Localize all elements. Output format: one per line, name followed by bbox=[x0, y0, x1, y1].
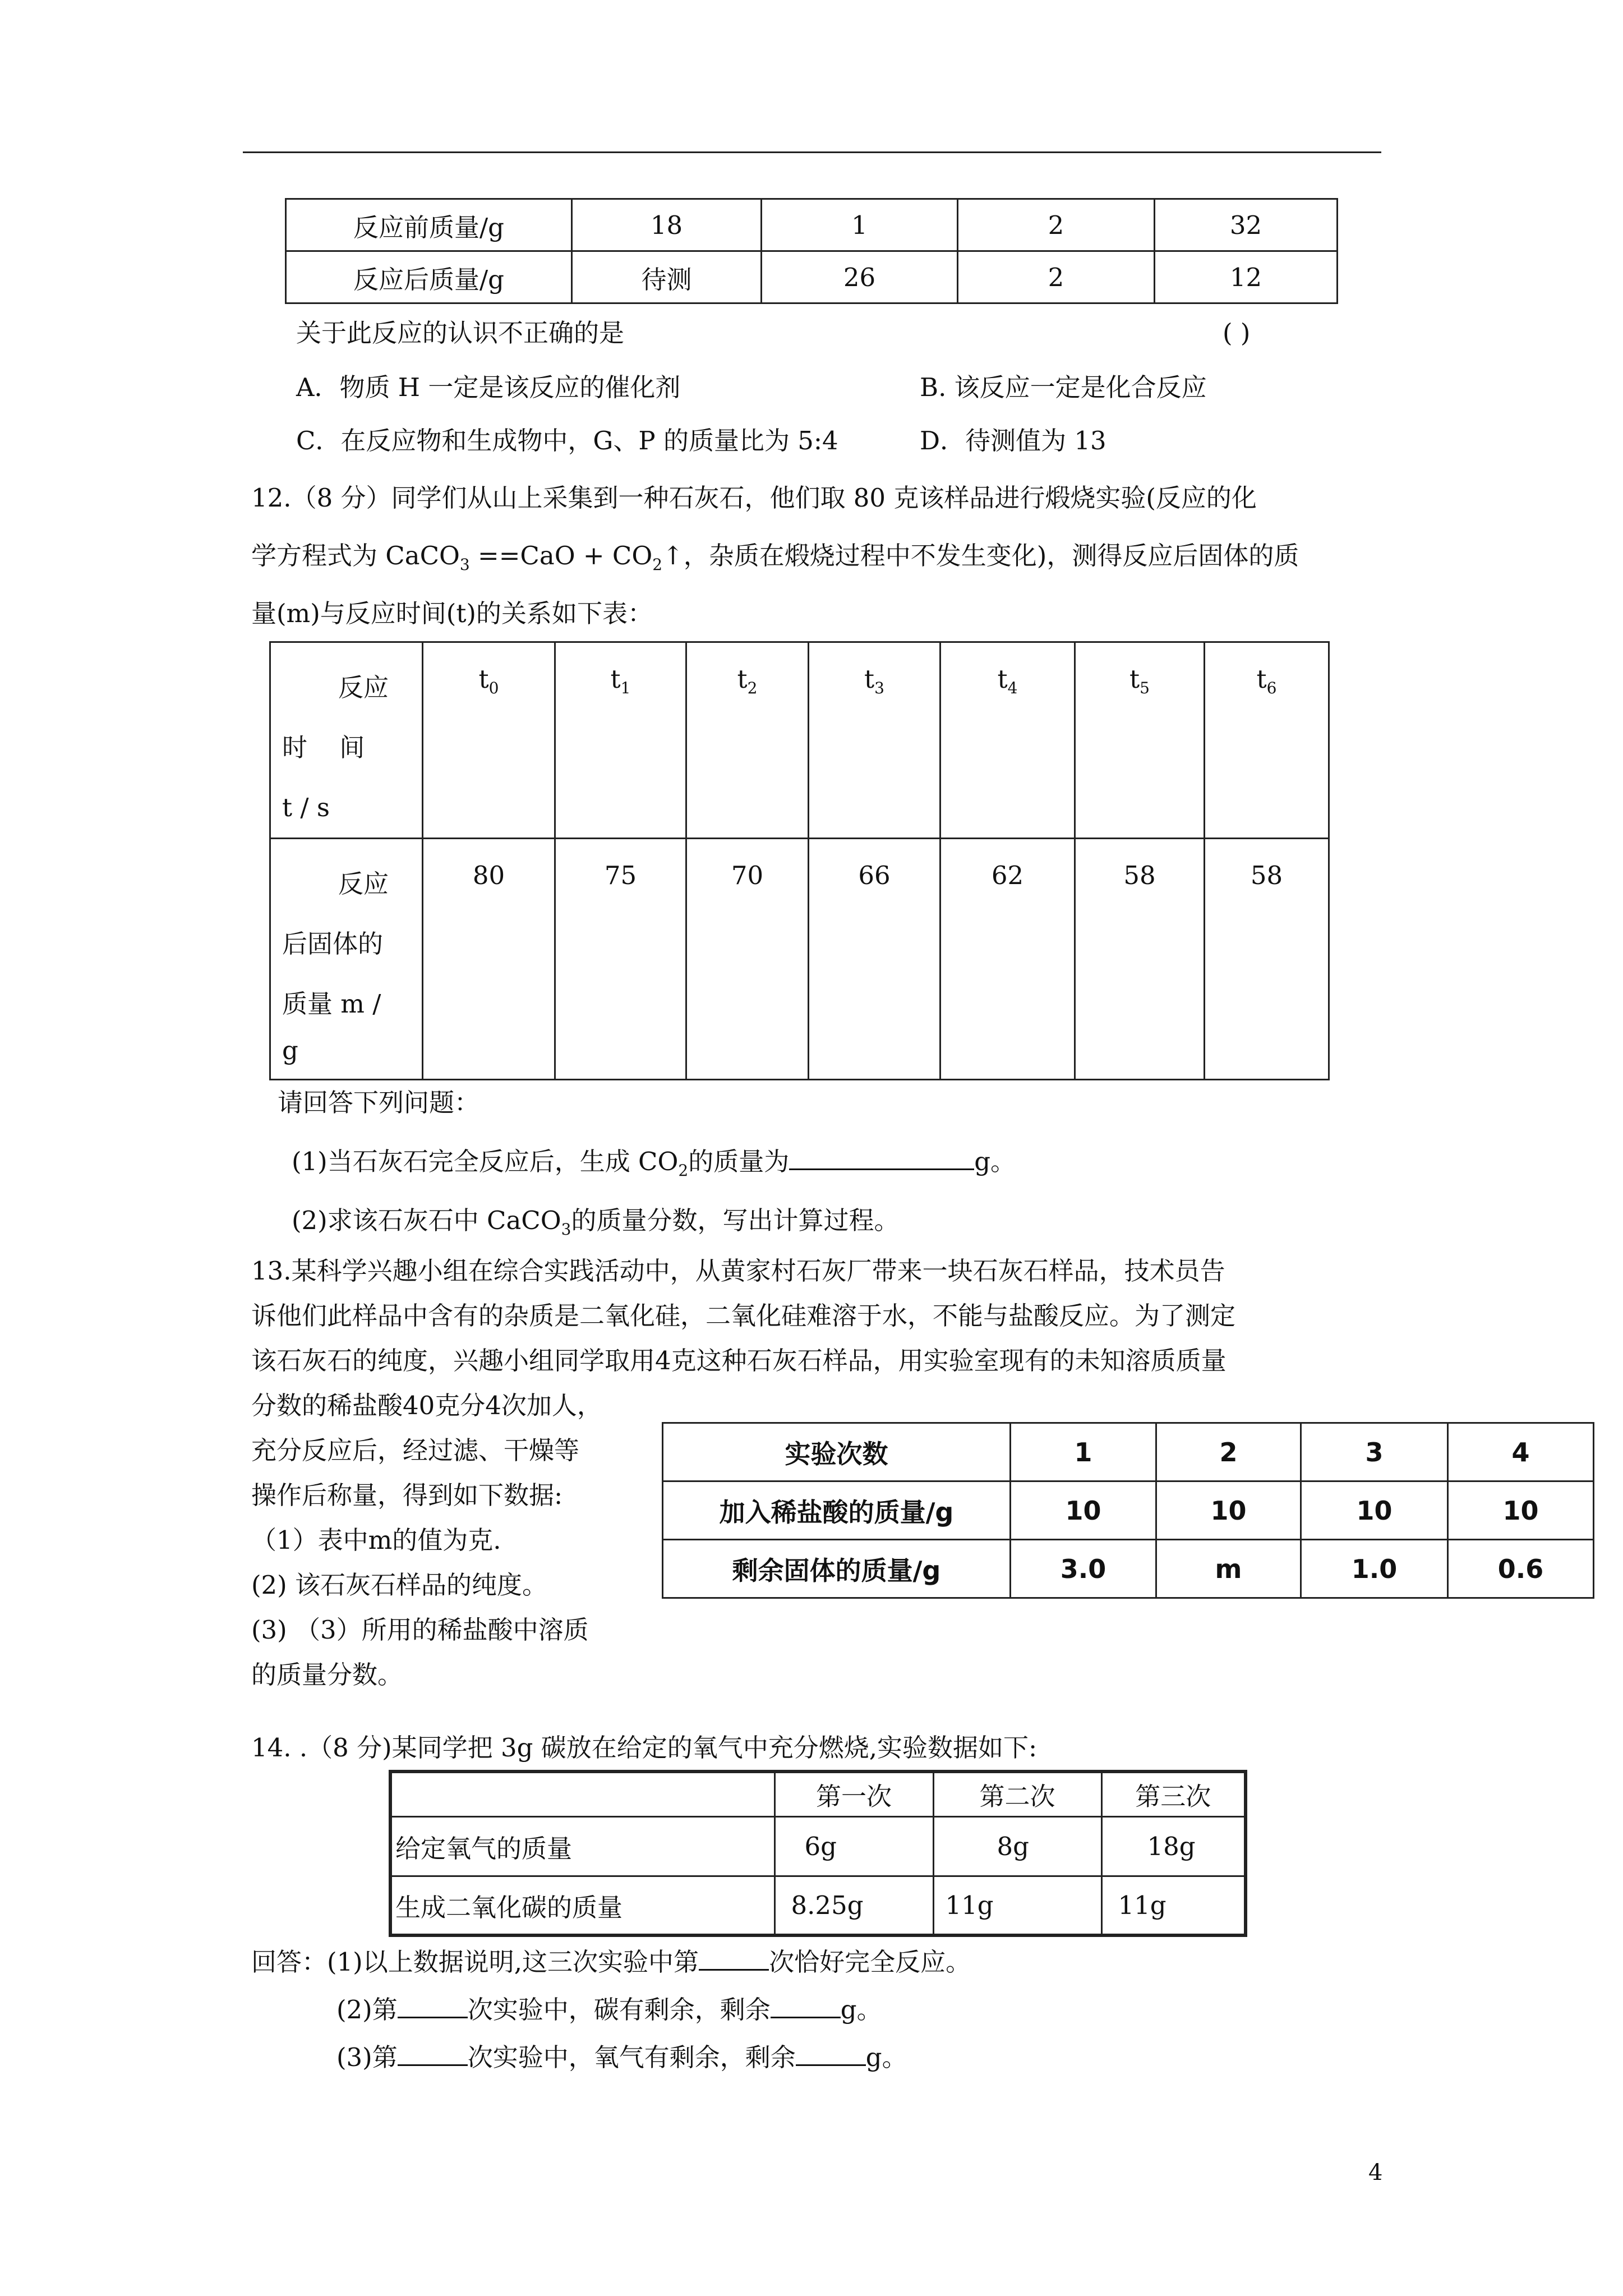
table-cell: 8.25g bbox=[774, 1876, 933, 1935]
mass-cell: 75 bbox=[555, 839, 686, 1080]
table-cell: 2 bbox=[958, 251, 1155, 303]
q11-answer-paren: ( ) bbox=[1223, 318, 1251, 348]
table-row bbox=[286, 199, 1338, 251]
table-cell: 待测 bbox=[572, 251, 762, 303]
table-cell: 3 bbox=[1301, 1423, 1448, 1481]
q13-line2: 诉他们此样品中含有的杂质是二氧化硅，二氧化硅难溶于水，不能与盐酸反应。为了测定 bbox=[251, 1301, 1236, 1331]
q13-line3: 该石灰石的纯度，兴趣小组同学取用4克这种石灰石样品，用实验室现有的未知溶质质量 bbox=[251, 1346, 1227, 1375]
table-cell: 10 bbox=[1448, 1481, 1594, 1540]
table-cell: 11g bbox=[1101, 1876, 1246, 1935]
q11-option-b: B. 该反应一定是化合反应 bbox=[920, 372, 1207, 402]
time-cell: $t_4$ bbox=[940, 642, 1075, 839]
table-cell: 1 bbox=[762, 199, 958, 251]
table-cell bbox=[390, 1772, 774, 1816]
answer-blank[interactable] bbox=[789, 1146, 974, 1170]
q13-line9: (3) （3）所用的稀盐酸中溶质 bbox=[251, 1615, 589, 1645]
q11-table bbox=[285, 198, 1338, 304]
table-row bbox=[663, 1423, 1594, 1481]
table-cell: 第三次 bbox=[1101, 1772, 1246, 1816]
q14-answer3: (3)第 次实验中，氧气有剩余，剩余 g。 bbox=[336, 2042, 907, 2072]
q12-table bbox=[269, 641, 1330, 1080]
table-cell: 6g bbox=[774, 1816, 933, 1876]
table-cell: 26 bbox=[762, 251, 958, 303]
q13-line10: 的质量分数。 bbox=[251, 1660, 403, 1690]
table-cell: 第一次 bbox=[774, 1772, 933, 1816]
q11-label-before: 反应前质量/g bbox=[286, 199, 572, 251]
mass-cell: 80 bbox=[423, 839, 555, 1080]
table-row bbox=[663, 1540, 1594, 1598]
table-row bbox=[286, 251, 1338, 303]
table-cell: 生成二氧化碳的质量 bbox=[390, 1876, 774, 1935]
table-cell: 10 bbox=[1156, 1481, 1301, 1540]
mass-cell: 58 bbox=[1075, 839, 1205, 1080]
table-cell: 1.0 bbox=[1301, 1540, 1448, 1598]
table-cell: 10 bbox=[1301, 1481, 1448, 1540]
q13-line1: 13.某科学兴趣小组在综合实践活动中，从黄家村石灰厂带来一块石灰石样品，技术员告 bbox=[251, 1256, 1225, 1286]
q11-option-c: C．在反应物和生成物中，G、P 的质量比为 5:4 bbox=[296, 426, 838, 455]
q11-stem: 关于此反应的认识不正确的是 bbox=[296, 318, 625, 348]
table-cell: 实验次数 bbox=[663, 1423, 1011, 1481]
q12-line1: 12.（8 分）同学们从山上采集到一种石灰石，他们取 80 克该样品进行煅烧实验(反应的化 bbox=[251, 483, 1257, 513]
table-cell: 0.6 bbox=[1448, 1540, 1594, 1598]
table-cell: 8g bbox=[933, 1816, 1101, 1876]
table-cell: 10 bbox=[1011, 1481, 1156, 1540]
q13-table bbox=[662, 1422, 1594, 1599]
q12-line2: 学方程式为 CaCO$_3$ $==CaO + CO_2↑$，杂质在煅烧过程中不发生变化)，测得反应后固体的质 bbox=[251, 541, 1299, 574]
table-cell: 3.0 bbox=[1011, 1540, 1156, 1598]
q13-line8: (2) 该石灰石样品的纯度。 bbox=[251, 1570, 548, 1600]
q13-line7: （1）表中m的值为克. bbox=[251, 1525, 501, 1555]
q14-answer1: 回答：(1)以上数据说明,这三次实验中第 次恰好完全反应。 bbox=[251, 1947, 971, 1977]
q12-prompt: 请回答下列问题： bbox=[278, 1088, 480, 1117]
q14-table bbox=[389, 1770, 1247, 1937]
table-row bbox=[270, 642, 1329, 839]
table-cell: m bbox=[1156, 1540, 1301, 1598]
time-cell: $t_6$ bbox=[1205, 642, 1329, 839]
answer-blank[interactable] bbox=[398, 2042, 468, 2066]
q13-line4: 分数的稀盐酸40克分4次加人， bbox=[251, 1391, 602, 1420]
table-cell: 18 bbox=[572, 199, 762, 251]
q14-answer2: (2)第 次实验中，碳有剩余，剩余 g。 bbox=[336, 1995, 882, 2024]
answer-blank[interactable] bbox=[771, 1994, 841, 2018]
q12-header-mass: 反应 后固体的 质量 m / g bbox=[270, 839, 423, 1080]
table-cell: 32 bbox=[1155, 199, 1338, 251]
table-cell: 11g bbox=[933, 1876, 1101, 1935]
time-cell: $t_0$ bbox=[423, 642, 555, 839]
q11-label-after: 反应后质量/g bbox=[286, 251, 572, 303]
q14-line1: 14. .（8 分)某同学把 3g 碳放在给定的氧气中充分燃烧,实验数据如下: bbox=[251, 1733, 1038, 1763]
mass-cell: 58 bbox=[1205, 839, 1329, 1080]
table-row bbox=[390, 1816, 1246, 1876]
table-cell: 4 bbox=[1448, 1423, 1594, 1481]
q12-line3: 量(m)与反应时间(t)的关系如下表： bbox=[251, 599, 653, 628]
mass-cell: 70 bbox=[686, 839, 809, 1080]
time-cell: $t_3$ bbox=[809, 642, 940, 839]
page-number: 4 bbox=[1368, 2160, 1383, 2185]
time-cell: $t_5$ bbox=[1075, 642, 1205, 839]
mass-cell: 62 bbox=[940, 839, 1075, 1080]
q12-sub2: (2)求该石灰石中 CaCO$_3$的质量分数，写出计算过程。 bbox=[292, 1205, 900, 1239]
table-row bbox=[270, 839, 1329, 1080]
q13-line6: 操作后称量，得到如下数据: bbox=[251, 1480, 563, 1510]
table-cell: 给定氧气的质量 bbox=[390, 1816, 774, 1876]
table-cell: 2 bbox=[1156, 1423, 1301, 1481]
q12-sub1: (1)当石灰石完全反应后，生成 $CO_2$的质量为 g。 bbox=[292, 1147, 1016, 1180]
q11-option-a: A．物质 H 一定是该反应的催化剂 bbox=[296, 372, 681, 402]
q11-option-d: D．待测值为 13 bbox=[920, 426, 1106, 455]
table-cell: 剩余固体的质量/g bbox=[663, 1540, 1011, 1598]
table-row bbox=[663, 1481, 1594, 1540]
header-rule bbox=[243, 151, 1381, 153]
time-cell: $t_2$ bbox=[686, 642, 809, 839]
answer-blank[interactable] bbox=[699, 1947, 769, 1971]
q12-header-time: 反应 时 间 t / s bbox=[270, 642, 423, 839]
table-cell: 18g bbox=[1101, 1816, 1246, 1876]
table-cell: 12 bbox=[1155, 251, 1338, 303]
answer-blank[interactable] bbox=[796, 2042, 866, 2066]
table-row bbox=[390, 1876, 1246, 1935]
time-cell: $t_1$ bbox=[555, 642, 686, 839]
q13-line5: 充分反应后，经过滤、干燥等 bbox=[251, 1435, 580, 1465]
mass-cell: 66 bbox=[809, 839, 940, 1080]
table-cell: 2 bbox=[958, 199, 1155, 251]
table-cell: 1 bbox=[1011, 1423, 1156, 1481]
table-cell: 第二次 bbox=[933, 1772, 1101, 1816]
table-cell: 加入稀盐酸的质量/g bbox=[663, 1481, 1011, 1540]
table-row bbox=[390, 1772, 1246, 1816]
answer-blank[interactable] bbox=[398, 1994, 468, 2018]
